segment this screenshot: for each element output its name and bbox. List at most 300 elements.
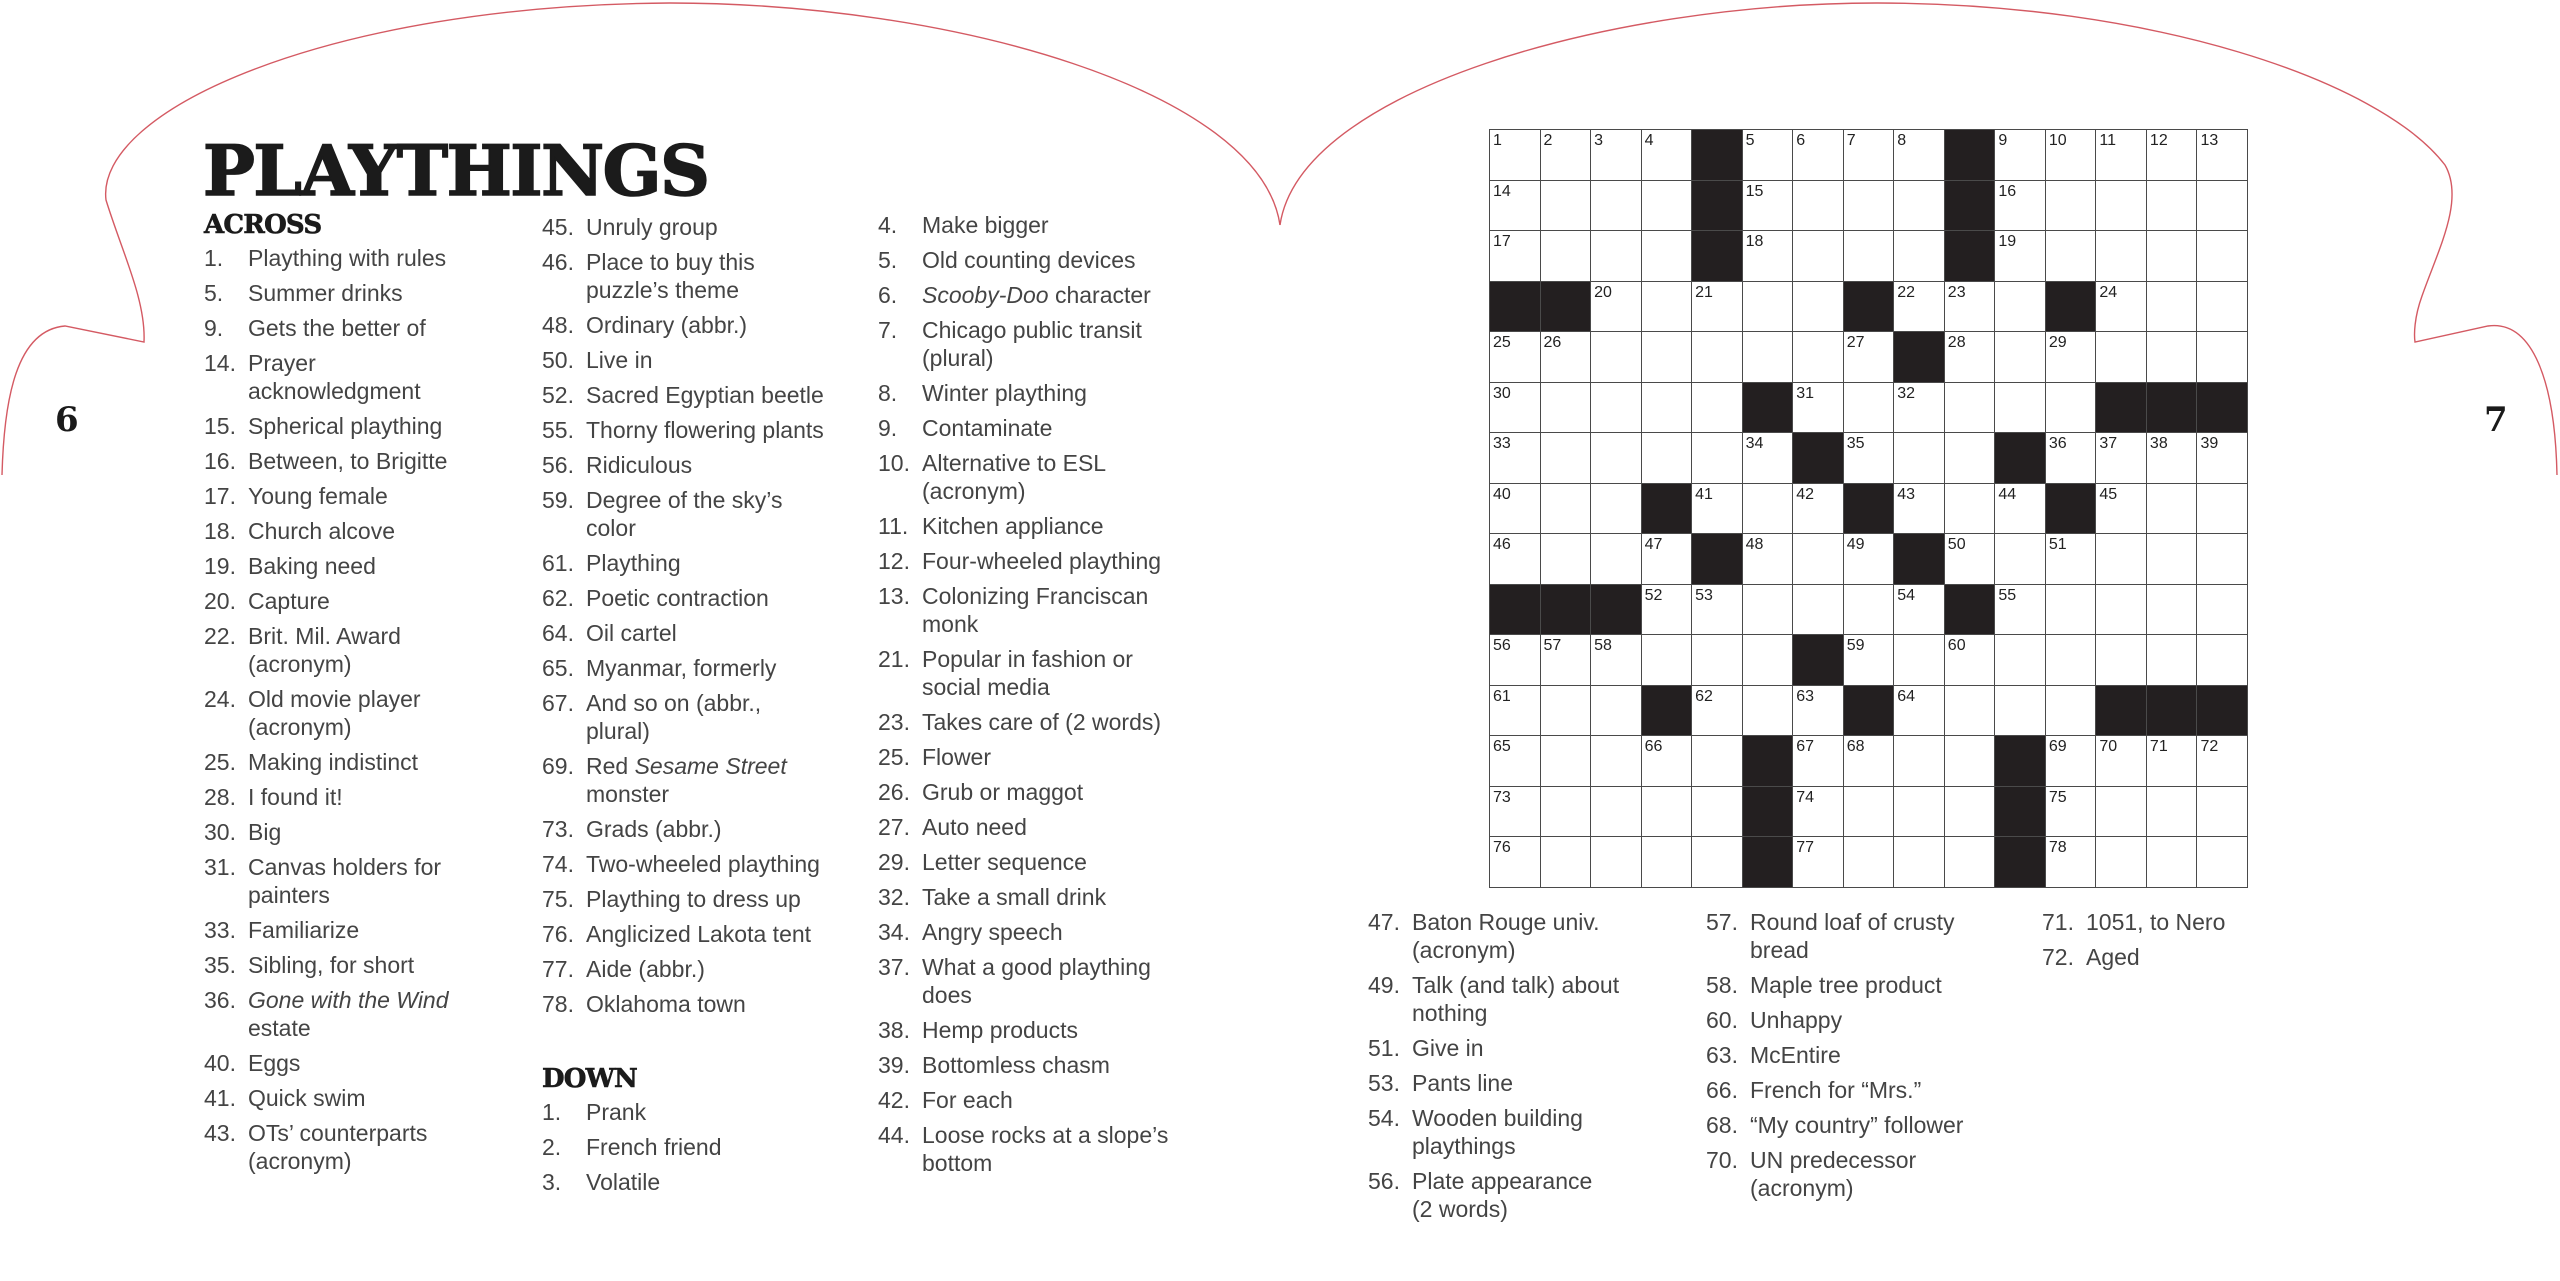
grid-cell[interactable]	[1844, 130, 1895, 181]
clue-item	[1706, 1146, 1963, 1202]
left-page-number: 6	[55, 400, 79, 440]
grid-cell[interactable]	[2147, 130, 2198, 181]
clue-number: 74.	[542, 851, 574, 877]
grid-cell[interactable]	[1541, 736, 1592, 787]
cell-number: 66	[1644, 738, 1663, 756]
clue-line: Contaminate	[922, 415, 1053, 441]
grid-cell[interactable]	[2197, 181, 2248, 232]
clue-item	[542, 416, 824, 444]
grid-cell[interactable]	[1995, 383, 2046, 434]
grid-cell[interactable]	[1793, 332, 1844, 383]
clue-item	[204, 349, 449, 405]
grid-cell[interactable]	[2147, 433, 2198, 484]
grid-cell[interactable]	[2046, 231, 2097, 282]
grid-cell[interactable]	[1642, 837, 1693, 888]
grid-cell[interactable]	[2197, 534, 2248, 585]
grid-cell[interactable]	[1642, 585, 1693, 636]
grid-cell[interactable]	[1894, 383, 1945, 434]
grid-cell[interactable]	[1844, 332, 1895, 383]
grid-cell[interactable]	[1642, 534, 1693, 585]
grid-cell[interactable]	[1894, 282, 1945, 333]
grid-cell[interactable]	[1844, 231, 1895, 282]
grid-cell[interactable]	[1591, 383, 1642, 434]
grid-cell[interactable]	[1692, 332, 1743, 383]
black-square	[1945, 130, 1996, 181]
cell-number: 44	[1998, 485, 2017, 503]
cell-number: 5	[1745, 132, 1755, 149]
cell-number: 45	[2099, 485, 2118, 503]
grid-cell[interactable]	[2096, 585, 2147, 636]
grid-cell[interactable]	[1490, 635, 1541, 686]
grid-cell[interactable]	[1591, 231, 1642, 282]
clue-text	[248, 916, 359, 944]
grid-cell[interactable]	[1995, 282, 2046, 333]
grid-cell[interactable]	[1591, 181, 1642, 232]
clue-number: 68.	[1706, 1112, 1738, 1138]
grid-cell[interactable]	[2096, 534, 2147, 585]
black-square	[1642, 686, 1693, 737]
clue-number: 2.	[542, 1134, 562, 1160]
grid-cell[interactable]	[1844, 433, 1895, 484]
grid-cell[interactable]	[1793, 534, 1844, 585]
clue-line: Summer drinks	[248, 280, 403, 306]
clue-text	[248, 1119, 427, 1175]
grid-cell[interactable]	[2096, 231, 2147, 282]
clue-text	[248, 1084, 366, 1112]
grid-cell[interactable]	[1743, 484, 1794, 535]
grid-cell[interactable]	[1541, 383, 1592, 434]
clue-line: What a good plaything	[922, 954, 1151, 980]
clue-number: 20.	[204, 588, 236, 614]
clue-line: Prank	[586, 1099, 647, 1125]
grid-cell[interactable]	[1490, 686, 1541, 737]
clue-item	[878, 743, 1168, 771]
cell-number: 41	[1695, 485, 1713, 503]
clue-item	[878, 883, 1168, 911]
grid-cell[interactable]	[2046, 837, 2097, 888]
clue-number: 21.	[878, 646, 910, 672]
clue-text	[248, 1049, 300, 1077]
clue-line: Old movie player	[248, 686, 421, 712]
grid-cell[interactable]	[1793, 383, 1844, 434]
grid-cell[interactable]	[2147, 181, 2198, 232]
clue-item	[878, 778, 1168, 806]
grid-cell[interactable]	[1844, 837, 1895, 888]
grid-cell[interactable]	[1743, 282, 1794, 333]
clue-number: 75.	[542, 886, 574, 912]
grid-cell[interactable]	[2096, 787, 2147, 838]
grid-cell[interactable]	[1591, 130, 1642, 181]
cell-number: 36	[2048, 435, 2067, 453]
clue-item	[542, 486, 824, 542]
grid-cell[interactable]	[2046, 433, 2097, 484]
grid-cell[interactable]	[1642, 787, 1693, 838]
grid-cell[interactable]	[2046, 534, 2097, 585]
grid-cell[interactable]	[1894, 484, 1945, 535]
grid-cell[interactable]	[1642, 383, 1693, 434]
clue-text	[586, 1133, 722, 1161]
grid-cell[interactable]	[1844, 787, 1895, 838]
cell-number: 23	[1947, 283, 1966, 301]
clue-item	[542, 815, 824, 843]
clue-item	[878, 547, 1168, 575]
grid-cell[interactable]	[2046, 635, 2097, 686]
grid-cell[interactable]	[2197, 837, 2248, 888]
cell-number: 30	[1493, 384, 1511, 402]
grid-cell[interactable]	[1541, 231, 1592, 282]
clue-line: (acronym)	[1412, 937, 1516, 963]
grid-cell[interactable]	[1541, 837, 1592, 888]
grid-cell[interactable]	[1591, 736, 1642, 787]
grid-cell[interactable]	[1844, 635, 1895, 686]
grid-cell[interactable]	[1591, 635, 1642, 686]
grid-cell[interactable]	[2096, 181, 2147, 232]
grid-cell[interactable]	[1945, 383, 1996, 434]
clue-item	[878, 246, 1168, 274]
grid-cell[interactable]	[1945, 534, 1996, 585]
grid-cell[interactable]	[2197, 231, 2248, 282]
clue-number: 15.	[204, 413, 236, 439]
grid-cell[interactable]	[1541, 534, 1592, 585]
grid-cell[interactable]	[2046, 585, 2097, 636]
grid-cell[interactable]	[1490, 736, 1541, 787]
across-clues-column-1	[204, 244, 449, 1182]
grid-cell[interactable]	[2197, 736, 2248, 787]
grid-cell[interactable]	[1743, 181, 1794, 232]
clue-item	[878, 211, 1168, 239]
grid-cell[interactable]	[1490, 181, 1541, 232]
cell-number: 6	[1796, 132, 1806, 149]
grid-cell[interactable]	[1793, 585, 1844, 636]
grid-cell[interactable]	[1541, 130, 1592, 181]
grid-cell[interactable]	[2147, 534, 2198, 585]
grid-cell[interactable]	[1642, 736, 1693, 787]
grid-cell[interactable]	[1995, 181, 2046, 232]
grid-cell[interactable]	[1844, 181, 1895, 232]
black-square	[1692, 130, 1743, 181]
cell-number: 9	[1998, 132, 2008, 149]
grid-cell[interactable]	[1692, 282, 1743, 333]
cell-number: 24	[2099, 283, 2118, 301]
grid-cell[interactable]	[1844, 534, 1895, 585]
clue-line: Spherical plaything	[248, 413, 443, 439]
grid-cell[interactable]	[1894, 787, 1945, 838]
grid-cell[interactable]	[1793, 231, 1844, 282]
grid-cell[interactable]	[2197, 130, 2248, 181]
grid-cell[interactable]	[2197, 332, 2248, 383]
clue-number: 26.	[878, 779, 910, 805]
clue-item	[204, 447, 449, 475]
grid-cell[interactable]	[1692, 433, 1743, 484]
clue-text	[922, 1051, 1110, 1079]
grid-cell[interactable]	[1591, 433, 1642, 484]
clue-number: 1.	[542, 1099, 562, 1125]
clue-number: 65.	[542, 655, 574, 681]
clue-line: (acronym)	[248, 714, 352, 740]
grid-cell[interactable]	[2096, 282, 2147, 333]
grid-cell[interactable]	[1591, 484, 1642, 535]
grid-cell[interactable]	[2197, 484, 2248, 535]
grid-cell[interactable]	[1541, 433, 1592, 484]
grid-cell[interactable]	[1945, 787, 1996, 838]
cell-number: 32	[1897, 384, 1916, 402]
grid-cell[interactable]	[1844, 383, 1895, 434]
grid-cell[interactable]	[1894, 130, 1945, 181]
grid-cell[interactable]	[1894, 635, 1945, 686]
grid-cell[interactable]	[1743, 231, 1794, 282]
grid-cell[interactable]	[2046, 332, 2097, 383]
grid-cell[interactable]	[2046, 130, 2097, 181]
grid-cell[interactable]	[1945, 484, 1996, 535]
clue-text	[922, 743, 991, 771]
clue-line: painters	[248, 882, 330, 908]
clue-line: acknowledgment	[248, 378, 421, 404]
grid-cell[interactable]	[2147, 484, 2198, 535]
clue-text	[922, 778, 1083, 806]
cell-number: 43	[1897, 485, 1916, 503]
grid-cell[interactable]	[1642, 130, 1693, 181]
grid-cell[interactable]	[1894, 837, 1945, 888]
clue-number: 48.	[542, 312, 574, 338]
grid-cell[interactable]	[1692, 787, 1743, 838]
clue-text	[586, 689, 761, 745]
cell-number: 56	[1493, 637, 1511, 655]
grid-cell[interactable]	[1894, 686, 1945, 737]
grid-cell[interactable]	[1945, 282, 1996, 333]
grid-cell[interactable]	[1995, 534, 2046, 585]
grid-cell[interactable]	[1692, 484, 1743, 535]
grid-cell[interactable]	[2096, 130, 2147, 181]
clue-text	[922, 953, 1151, 1009]
grid-cell[interactable]	[1490, 837, 1541, 888]
grid-cell[interactable]	[1490, 130, 1541, 181]
grid-cell[interactable]	[2046, 383, 2097, 434]
grid-cell[interactable]	[1591, 837, 1642, 888]
grid-cell[interactable]	[2046, 181, 2097, 232]
clue-item	[542, 1168, 722, 1196]
clue-item	[1706, 1006, 1963, 1034]
clue-item	[1706, 971, 1963, 999]
grid-cell[interactable]	[2147, 787, 2198, 838]
grid-cell[interactable]	[1995, 484, 2046, 535]
clue-line: Familiarize	[248, 917, 360, 943]
grid-cell[interactable]	[1743, 534, 1794, 585]
grid-cell[interactable]	[1743, 686, 1794, 737]
grid-cell[interactable]	[1793, 484, 1844, 535]
clue-item	[542, 584, 824, 612]
grid-cell[interactable]	[1490, 332, 1541, 383]
clue-number: 55.	[542, 417, 574, 443]
grid-cell[interactable]	[1692, 635, 1743, 686]
grid-cell[interactable]	[1995, 231, 2046, 282]
black-square	[1793, 635, 1844, 686]
grid-cell[interactable]	[2147, 585, 2198, 636]
grid-cell[interactable]	[2147, 282, 2198, 333]
grid-cell[interactable]	[2197, 787, 2248, 838]
grid-cell[interactable]	[2096, 484, 2147, 535]
italic-title: Sesame Street	[634, 753, 787, 779]
clue-text	[922, 813, 1027, 841]
grid-cell[interactable]	[1541, 787, 1592, 838]
grid-cell[interactable]	[2147, 332, 2198, 383]
cell-number: 47	[1644, 536, 1663, 554]
grid-cell[interactable]	[1894, 231, 1945, 282]
grid-cell[interactable]	[1743, 433, 1794, 484]
cell-number: 26	[1543, 334, 1562, 352]
grid-cell[interactable]	[1642, 635, 1693, 686]
grid-cell[interactable]	[2096, 433, 2147, 484]
clue-line: Chicago public transit	[922, 317, 1142, 343]
grid-cell[interactable]	[1793, 837, 1844, 888]
clue-text	[2086, 943, 2140, 971]
clue-line: Plate appearance	[1412, 1168, 1593, 1194]
cell-number: 33	[1493, 435, 1511, 453]
grid-cell[interactable]	[1844, 585, 1895, 636]
grid-cell[interactable]	[1692, 686, 1743, 737]
grid-cell[interactable]	[2096, 736, 2147, 787]
grid-cell[interactable]	[1743, 332, 1794, 383]
cell-number: 53	[1695, 586, 1713, 604]
grid-cell[interactable]	[2147, 736, 2198, 787]
grid-cell[interactable]	[1541, 181, 1592, 232]
grid-cell[interactable]	[1541, 635, 1592, 686]
grid-cell[interactable]	[1793, 282, 1844, 333]
clue-item	[204, 552, 449, 580]
grid-cell[interactable]	[1642, 332, 1693, 383]
clue-number: 51.	[1368, 1035, 1400, 1061]
clue-number: 57.	[1706, 909, 1738, 935]
grid-cell[interactable]	[2147, 231, 2198, 282]
grid-cell[interactable]	[2046, 686, 2097, 737]
grid-cell[interactable]	[1541, 332, 1592, 383]
grid-cell[interactable]	[1692, 837, 1743, 888]
grid-cell[interactable]	[2197, 635, 2248, 686]
grid-cell[interactable]	[1490, 433, 1541, 484]
clue-item	[542, 1133, 722, 1161]
clue-number: 14.	[204, 350, 236, 376]
grid-cell[interactable]	[1591, 534, 1642, 585]
grid-cell[interactable]	[1793, 736, 1844, 787]
clue-number: 8.	[878, 380, 898, 406]
grid-cell[interactable]	[1844, 736, 1895, 787]
clue-line: Pants line	[1412, 1070, 1514, 1096]
clue-line: Baking need	[248, 553, 376, 579]
grid-cell[interactable]	[1793, 787, 1844, 838]
grid-cell[interactable]	[2197, 433, 2248, 484]
clue-text	[248, 412, 442, 440]
clue-line: Red Sesame Street	[586, 753, 787, 779]
clue-item	[878, 1051, 1168, 1079]
grid-cell[interactable]	[1894, 585, 1945, 636]
grid-cell[interactable]	[2197, 585, 2248, 636]
grid-cell[interactable]	[1591, 332, 1642, 383]
clue-number: 58.	[1706, 972, 1738, 998]
grid-cell[interactable]	[1490, 484, 1541, 535]
grid-cell[interactable]	[1642, 231, 1693, 282]
grid-cell[interactable]	[1945, 635, 1996, 686]
grid-cell[interactable]	[1894, 433, 1945, 484]
grid-cell[interactable]	[1945, 433, 1996, 484]
cell-number: 74	[1796, 788, 1814, 806]
grid-cell[interactable]	[1945, 837, 1996, 888]
clue-text	[922, 1086, 1013, 1114]
clue-text	[922, 1016, 1078, 1044]
grid-cell[interactable]	[2147, 635, 2198, 686]
clue-number: 66.	[1706, 1077, 1738, 1103]
grid-cell[interactable]	[1793, 686, 1844, 737]
grid-cell[interactable]	[1894, 736, 1945, 787]
black-square	[1541, 282, 1592, 333]
clue-item	[204, 986, 449, 1042]
grid-cell[interactable]	[1692, 736, 1743, 787]
grid-cell[interactable]	[1995, 635, 2046, 686]
cell-number: 4	[1644, 132, 1654, 149]
clue-item	[878, 1016, 1168, 1044]
grid-cell[interactable]	[1743, 635, 1794, 686]
clue-item	[542, 752, 824, 808]
grid-cell[interactable]	[1541, 686, 1592, 737]
cell-number: 21	[1695, 283, 1713, 301]
clue-number: 31.	[204, 854, 236, 880]
grid-cell[interactable]	[1490, 534, 1541, 585]
cell-number: 3	[1594, 132, 1603, 149]
grid-cell[interactable]	[2096, 635, 2147, 686]
grid-cell[interactable]	[1591, 787, 1642, 838]
black-square	[1844, 686, 1895, 737]
grid-cell[interactable]	[2197, 282, 2248, 333]
clue-item	[1368, 1069, 1619, 1097]
clue-number: 12.	[878, 548, 910, 574]
grid-cell[interactable]	[1945, 736, 1996, 787]
grid-cell[interactable]	[1541, 484, 1592, 535]
clue-line: Prayer	[248, 350, 316, 376]
grid-cell[interactable]	[1743, 585, 1794, 636]
grid-cell[interactable]	[1793, 130, 1844, 181]
clue-text	[922, 918, 1063, 946]
grid-cell[interactable]	[1490, 383, 1541, 434]
grid-cell[interactable]	[2096, 837, 2147, 888]
grid-cell[interactable]	[1743, 130, 1794, 181]
grid-cell[interactable]	[2046, 736, 2097, 787]
clue-item	[1368, 1104, 1619, 1160]
grid-cell[interactable]	[1490, 787, 1541, 838]
grid-cell[interactable]	[1995, 686, 2046, 737]
grid-cell[interactable]	[1995, 585, 2046, 636]
grid-cell[interactable]	[1894, 181, 1945, 232]
grid-cell[interactable]	[1490, 231, 1541, 282]
grid-cell[interactable]	[1591, 686, 1642, 737]
grid-cell[interactable]	[2046, 787, 2097, 838]
grid-cell[interactable]	[1945, 686, 1996, 737]
grid-cell[interactable]	[2096, 332, 2147, 383]
grid-cell[interactable]	[1591, 282, 1642, 333]
grid-cell[interactable]	[1945, 332, 1996, 383]
grid-cell[interactable]	[1692, 585, 1743, 636]
black-square	[1844, 282, 1895, 333]
grid-cell[interactable]	[1642, 433, 1693, 484]
grid-cell[interactable]	[1995, 130, 2046, 181]
grid-cell[interactable]	[1995, 332, 2046, 383]
grid-cell[interactable]	[1793, 181, 1844, 232]
down-clues-column-3	[1368, 908, 1619, 1230]
grid-cell[interactable]	[1692, 383, 1743, 434]
grid-cell[interactable]	[1642, 181, 1693, 232]
clue-item	[1368, 1034, 1619, 1062]
black-square	[1743, 787, 1794, 838]
cell-number: 29	[2048, 334, 2067, 352]
grid-cell[interactable]	[2147, 837, 2198, 888]
grid-cell[interactable]	[1642, 282, 1693, 333]
